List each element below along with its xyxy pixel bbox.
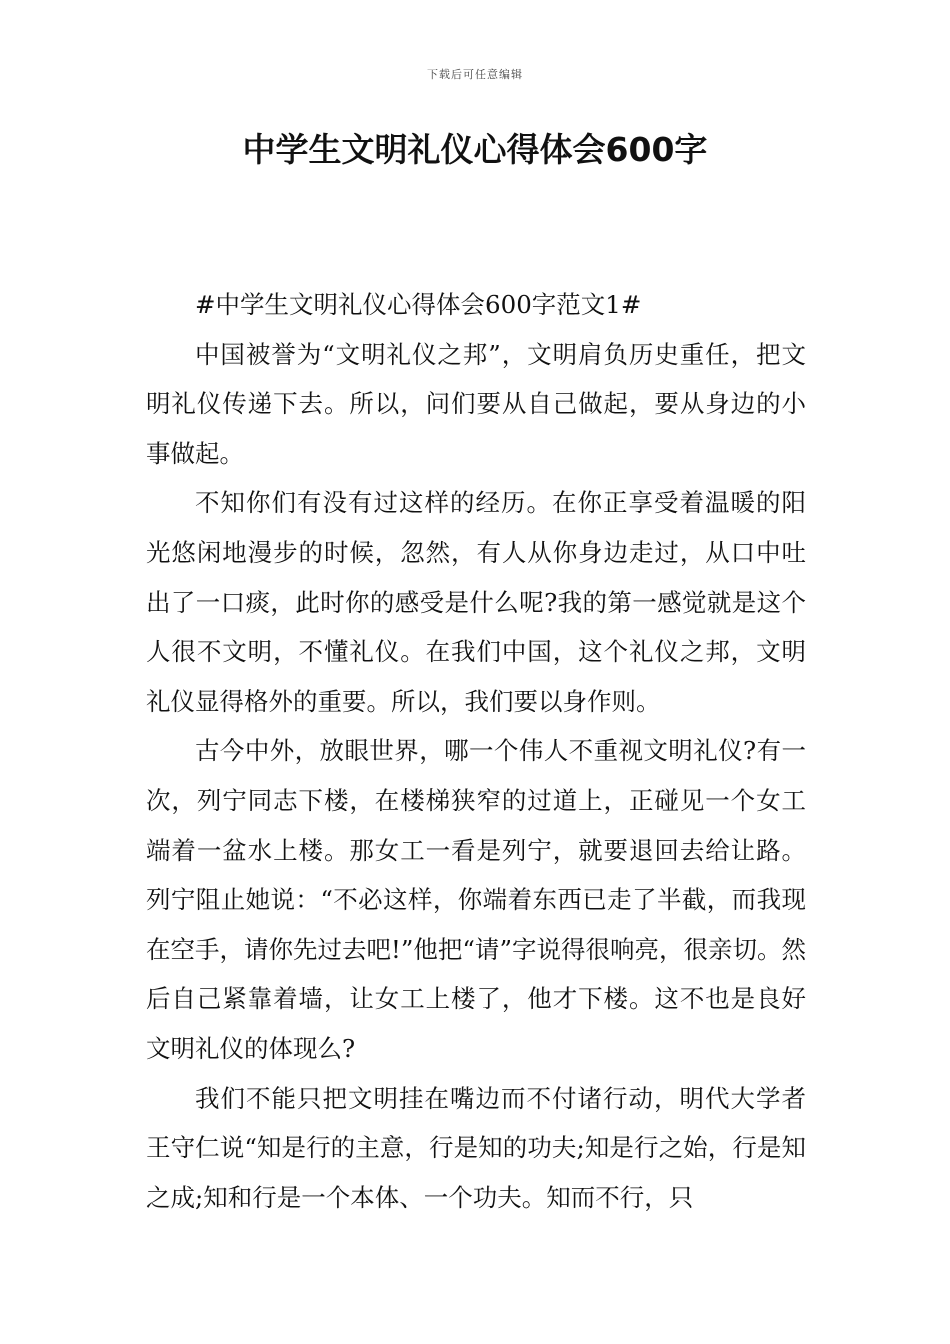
paragraph-4: 我们不能只把文明挂在嘴边而不付诸行动，明代大学者王守仁说“知是行的主意，行是知的功夫;知是行之始，行是知之成;知和行是一个本体、一个功夫。知而不行，只 <box>146 1083 806 1212</box>
paragraph-3: 古今中外，放眼世界，哪一个伟人不重视文明礼仪?有一次，列宁同志下楼，在楼梯狭窄的过道上，正碰见一个女工端着一盆水上楼。那女工一看是列宁，就要退回去给让路。列宁阻止她说：“不必这样，你端着东西已走了半截，而我现在空手，请你先过去吧!”他把“请”字说得很响亮，很亲切。然后自己紧靠着墙，让女工上楼了，他才下楼。这不也是良好文明礼仪的体现么? <box>146 736 806 1063</box>
paragraph-1: 中国被誉为“文明礼仪之邦”，文明肩负历史重任，把文明礼仪传递下去。所以，问们要从自己做起，要从身边的小事做起。 <box>146 339 806 468</box>
document-title: 中学生文明礼仪心得体会600字 <box>242 130 708 169</box>
section-heading: #中学生文明礼仪心得体会600字范文1# <box>195 290 642 319</box>
header-note: 下载后可任意编辑 <box>427 68 523 81</box>
document-body <box>146 280 806 1222</box>
paragraph-2: 不知你们有没有过这样的经历。在你正享受着温暖的阳光悠闲地漫步的时候，忽然，有人从你身边走过，从口中吐出了一口痰，此时你的感受是什么呢?我的第一感觉就是这个人很不文明，不懂礼仪。在我们中国，这个礼仪之邦，文明礼仪显得格外的重要。所以，我们要以身作则。 <box>146 488 806 716</box>
